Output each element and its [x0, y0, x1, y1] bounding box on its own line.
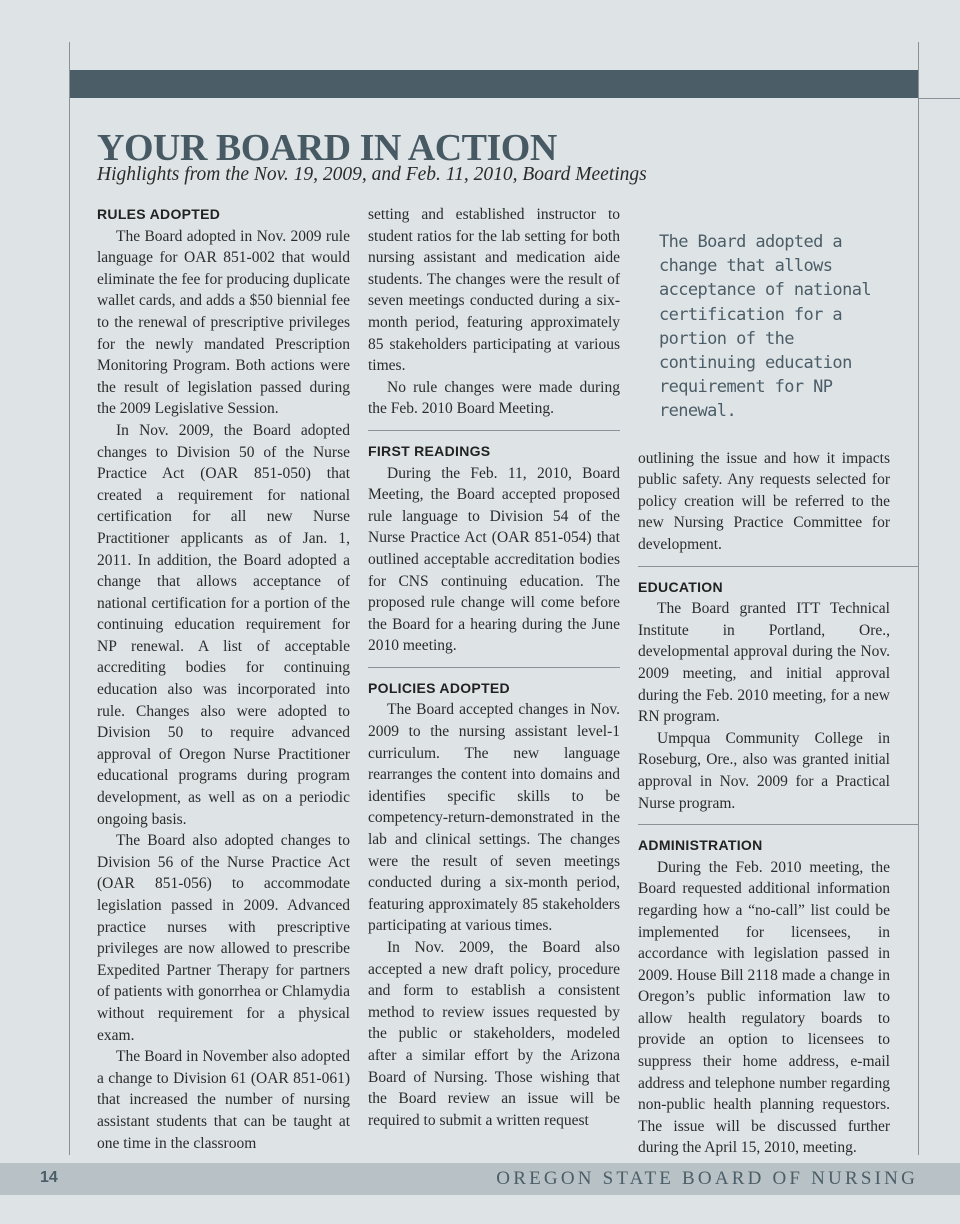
- section-divider: [638, 566, 918, 567]
- right-margin-line: [918, 42, 919, 1155]
- rules-paragraph-3: The Board also adopted changes to Division 56 of the Nurse Practice Act (OAR 851-056) to accommodate legislation passed in 2009. Advanced practice nurses with prescriptive privileges are now allowed to prescribe Expedited Partner Therapy for partners of patients with gonorrhea or Chlamydia without requirement for a physical exam.: [97, 832, 350, 1044]
- rules-paragraph-1: The Board adopted in Nov. 2009 rule language for OAR 851-002 that would eliminate the fee for producing duplicate wallet cards, and adds a $50 biennial fee to the renewal of prescriptive privileges for the newly mandated Prescription Monitoring Program. Both actions were the result of legislation passed during the 2009 Legislative Session.: [97, 227, 350, 418]
- rules-paragraph-4: The Board in November also adopted a change to Division 61 (OAR 851-061) that increased the number of nursing assistant students that can be taught at one time in the classroom: [97, 1048, 350, 1152]
- column-3: [638, 204, 890, 1159]
- administration-paragraph: During the Feb. 2010 meeting, the Board requested additional information regarding how a “no-call” list could be implemented for licensees, in accordance with legislation passed in 2009. House Bill 2118 made a change in Oregon’s public information law to allow health regulatory boards to provide an option to licensees to suppress their home address, e-mail address and telephone number regarding non-public health planning requestors. The issue will be discussed further during the April 15, 2010, meeting.: [638, 858, 890, 1157]
- administration-heading: ADMINISTRATION: [638, 837, 763, 854]
- policies-adopted-heading: POLICIES ADOPTED: [368, 679, 510, 696]
- education-heading: EDUCATION: [638, 578, 723, 595]
- section-divider: [368, 430, 620, 431]
- first-readings-paragraph: During the Feb. 11, 2010, Board Meeting, the Board accepted proposed rule language to Division 54 of the Nurse Practice Act (OAR 851-054) that outlined acceptable accreditation bodies for CNS continuing education. The proposed rule change will come before the Board for a hearing during the June 2010 meeting.: [368, 464, 620, 655]
- policies-paragraph-2-continued: outlining the issue and how it impacts public safety. Any requests selected for policy creation will be referred to the new Nursing Practice Committee for development.: [638, 449, 890, 553]
- policies-paragraph-2: In Nov. 2009, the Board also accepted a new draft policy, procedure and form to establish a consistent method to review issues requested by the public or stakeholders, modeled after a similar effort by the Arizona Board of Nursing. Those wishing that the Board review an issue will be required to submit a written request: [368, 939, 620, 1129]
- header-bar: [70, 70, 918, 98]
- publication-name: OREGON STATE BOARD OF NURSING: [496, 1168, 918, 1189]
- page-number: 14: [40, 1169, 58, 1186]
- page-title: YOUR BOARD IN ACTION: [97, 127, 557, 169]
- education-paragraph-1: The Board granted ITT Technical Institute in Portland, Ore., developmental approval during the Nov. 2009 meeting, and initial approval during the Feb. 2010 meeting, for a new RN program.: [638, 600, 890, 726]
- section-divider: [638, 824, 918, 825]
- pull-quote: The Board adopted a change that allows acceptance of national certification for a portion of the continuing education requirement for NP renewal.: [659, 232, 871, 422]
- column-2: [368, 204, 620, 1131]
- rules-paragraph-4-continued: setting and established instructor to student ratios for the lab setting for both nursing assistant and medication aide students. The changes were the result of seven meetings conducted during a six-month period, featuring approximately 85 stakeholders participating at various times.: [368, 206, 620, 375]
- first-readings-heading: FIRST READINGS: [368, 442, 491, 459]
- policies-paragraph-1: The Board accepted changes in Nov. 2009 to the nursing assistant level-1 curriculum. The new language rearranges the content into domains and identifies specific skills to be competency-return-demonstrated in the lab and clinical settings. The changes were the result of seven meetings conducted during a six-month period, featuring approximately 85 stakeholders participating at various times.: [368, 701, 620, 935]
- rules-paragraph-5: No rule changes were made during the Feb. 2010 Board Meeting.: [368, 378, 620, 418]
- education-paragraph-2: Umpqua Community College in Roseburg, Ore., also was granted initial approval in Nov. 2009 for a Practical Nurse program.: [638, 729, 890, 812]
- section-divider: [368, 667, 620, 668]
- page-subtitle: Highlights from the Nov. 19, 2009, and Feb. 11, 2010, Board Meetings: [97, 164, 647, 185]
- right-edge-tick: [918, 98, 960, 99]
- left-margin-line: [69, 42, 70, 1155]
- rules-adopted-heading: RULES ADOPTED: [97, 206, 221, 222]
- rules-paragraph-2: In Nov. 2009, the Board adopted changes to Division 50 of the Nurse Practice Act (OAR 851-050) that created a requirement for national certification for all new Nurse Practitioner applicants as of Jan. 1, 2011. In addition, the Board adopted a change that allows acceptance of national certification for a portion of the continuing education requirement for NP renewal. A list of acceptable accrediting bodies for continuing education also was incorporated into rule. Changes also were adopted to Division 50 to require advanced approval of Oregon Nurse Practitioner educational programs during program development, as well as on a periodic ongoing basis.: [97, 421, 350, 828]
- column-1: [97, 204, 350, 1154]
